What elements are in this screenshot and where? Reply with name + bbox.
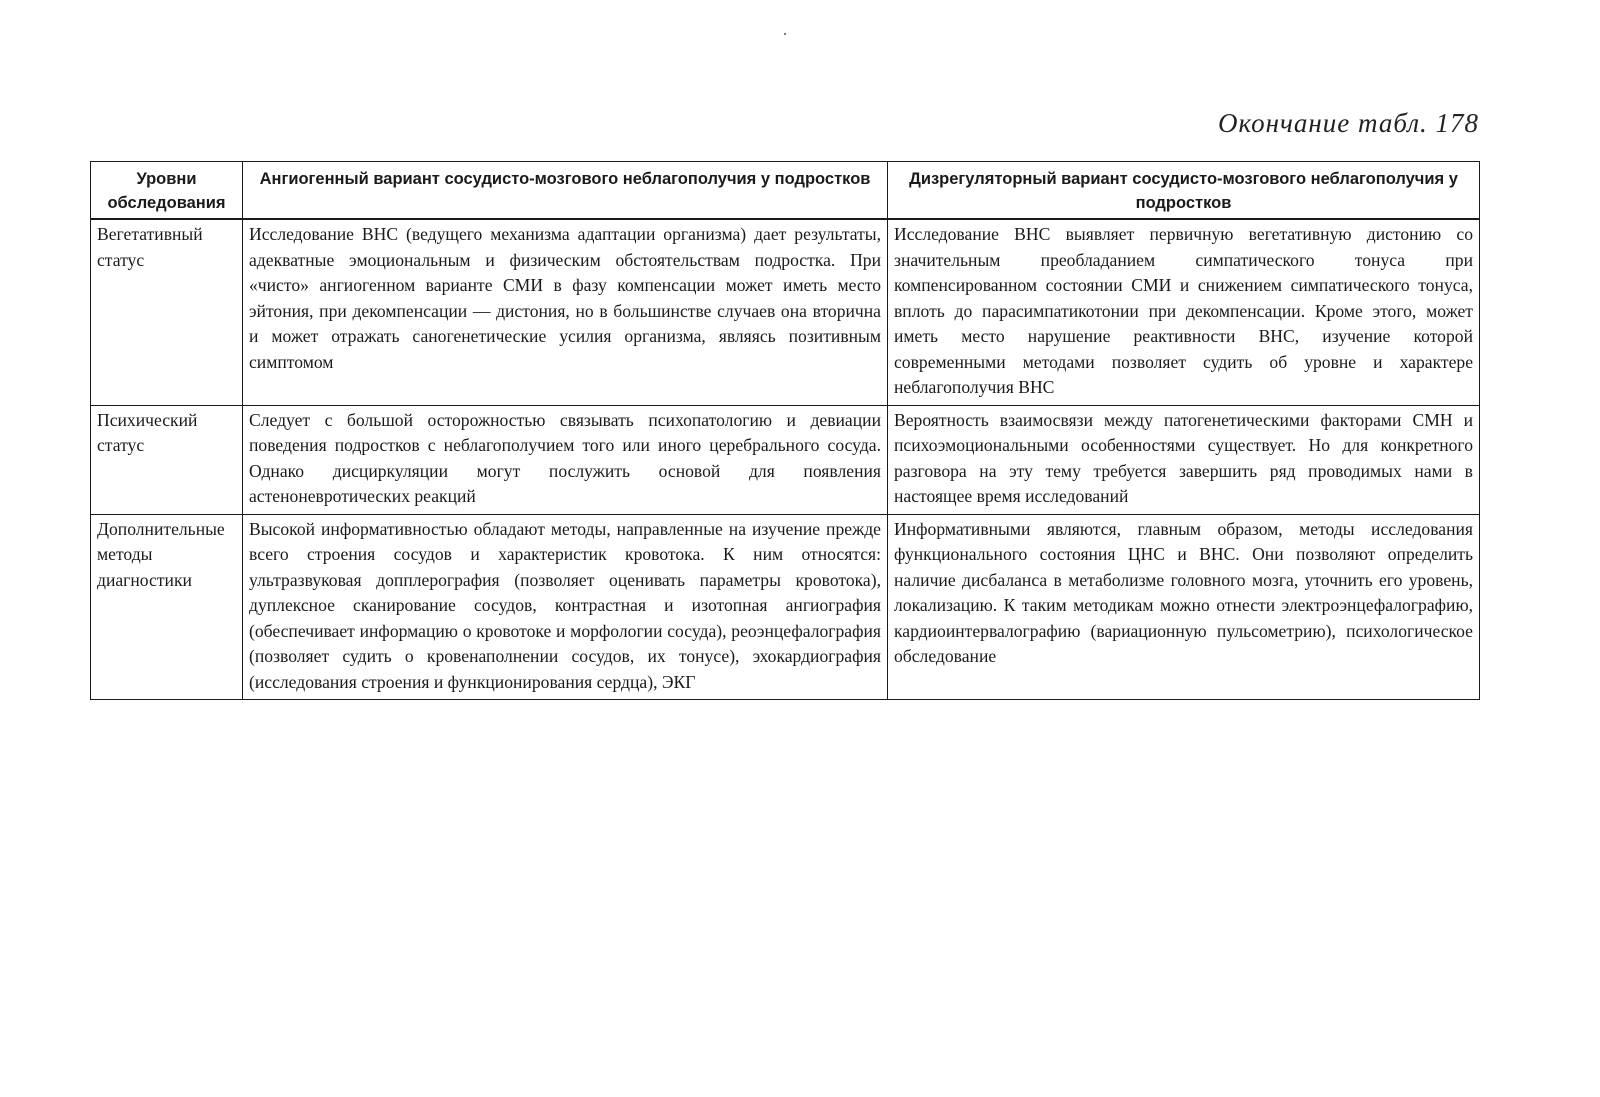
header-angiogenic-variant: Ангиогенный вариант сосудисто-мозгового неблагополучия у подростков xyxy=(243,162,888,220)
comparison-table xyxy=(90,161,1480,700)
header-levels: Уровни обследования xyxy=(91,162,243,220)
row-level-cell: Вегетативный статус xyxy=(91,219,243,405)
scan-speck xyxy=(784,33,786,35)
dysregulatory-cell: Информативными являются, главным образом, методы исследования функционального состояния ЦНС и ВНС. Они позволяют определить наличие дисбаланса в метаболизме головного мозга, уточнить его уровень, локализацию. К таким методикам можно отнести электроэнцефалографию, кардиоинтервалографию (вариационную пульсометрию), психологическое обследование xyxy=(888,514,1480,700)
angiogenic-cell: Исследование ВНС (ведущего механизма адаптации организма) дает результаты, адекватные эмоциональным и физическим обстоятельствам подростка. При «чисто» ангиогенном варианте СМИ в фазу компенсации может иметь место эйтония, при декомпенсации — дистония, но в большинстве случаев она вторична и может отражать саногенетические усилия организма, являясь позитивным симптомом xyxy=(243,219,888,405)
dysregulatory-cell: Исследование ВНС выявляет первичную вегетативную дистонию со значительным преобладанием симпатического тонуса при компенсированном состоянии СМИ и снижением симпатического тонуса, вплоть до парасимпатикотонии при декомпенсации. Кроме этого, может иметь место нарушение реактивности ВНС, изучение которой современными методами позволяет судить об уровне и характере неблагополучия ВНС xyxy=(888,219,1480,405)
table-row xyxy=(91,405,1480,514)
header-dysregulatory-variant: Дизрегуляторный вариант сосудисто-мозгового неблагополучия у подростков xyxy=(888,162,1480,220)
table-header-row xyxy=(91,162,1480,220)
angiogenic-cell: Высокой информативностью обладают методы, направленные на изучение прежде всего строения сосудов и характеристик кровотока. К ним относятся: ультразвуковая допплерография (позволяет оценивать параметры кровотока), дуплексное сканирование сосудов, контрастная и изотопная ангиография (обеспечивает информацию о кровотоке и морфологии сосуда), реоэнцефалография (позволяет судить о кровенаполнении сосудов, их тонусе), эхокардиография (исследования строения и функционирования сердца), ЭКГ xyxy=(243,514,888,700)
table-row xyxy=(91,219,1480,405)
angiogenic-cell: Следует с большой осторожностью связывать психопатологию и девиации поведения подростков с неблагополучием того или иного церебрального сосуда. Однако дисциркуляции могут послужить основой для появления астеноневротических реакций xyxy=(243,405,888,514)
table-row xyxy=(91,514,1480,700)
table-continuation-label: Окончание табл. 178 xyxy=(1217,108,1479,138)
row-level-cell: Психический статус xyxy=(91,405,243,514)
dysregulatory-cell: Вероятность взаимосвязи между патогенетическими факторами СМН и психоэмоциональными особенностями существует. Но для конкретного разговора на эту тему требуется завершить ряд проводимых нами в настоящее время исследований xyxy=(888,405,1480,514)
row-level-cell: Дополнительные методы диагностики xyxy=(91,514,243,700)
